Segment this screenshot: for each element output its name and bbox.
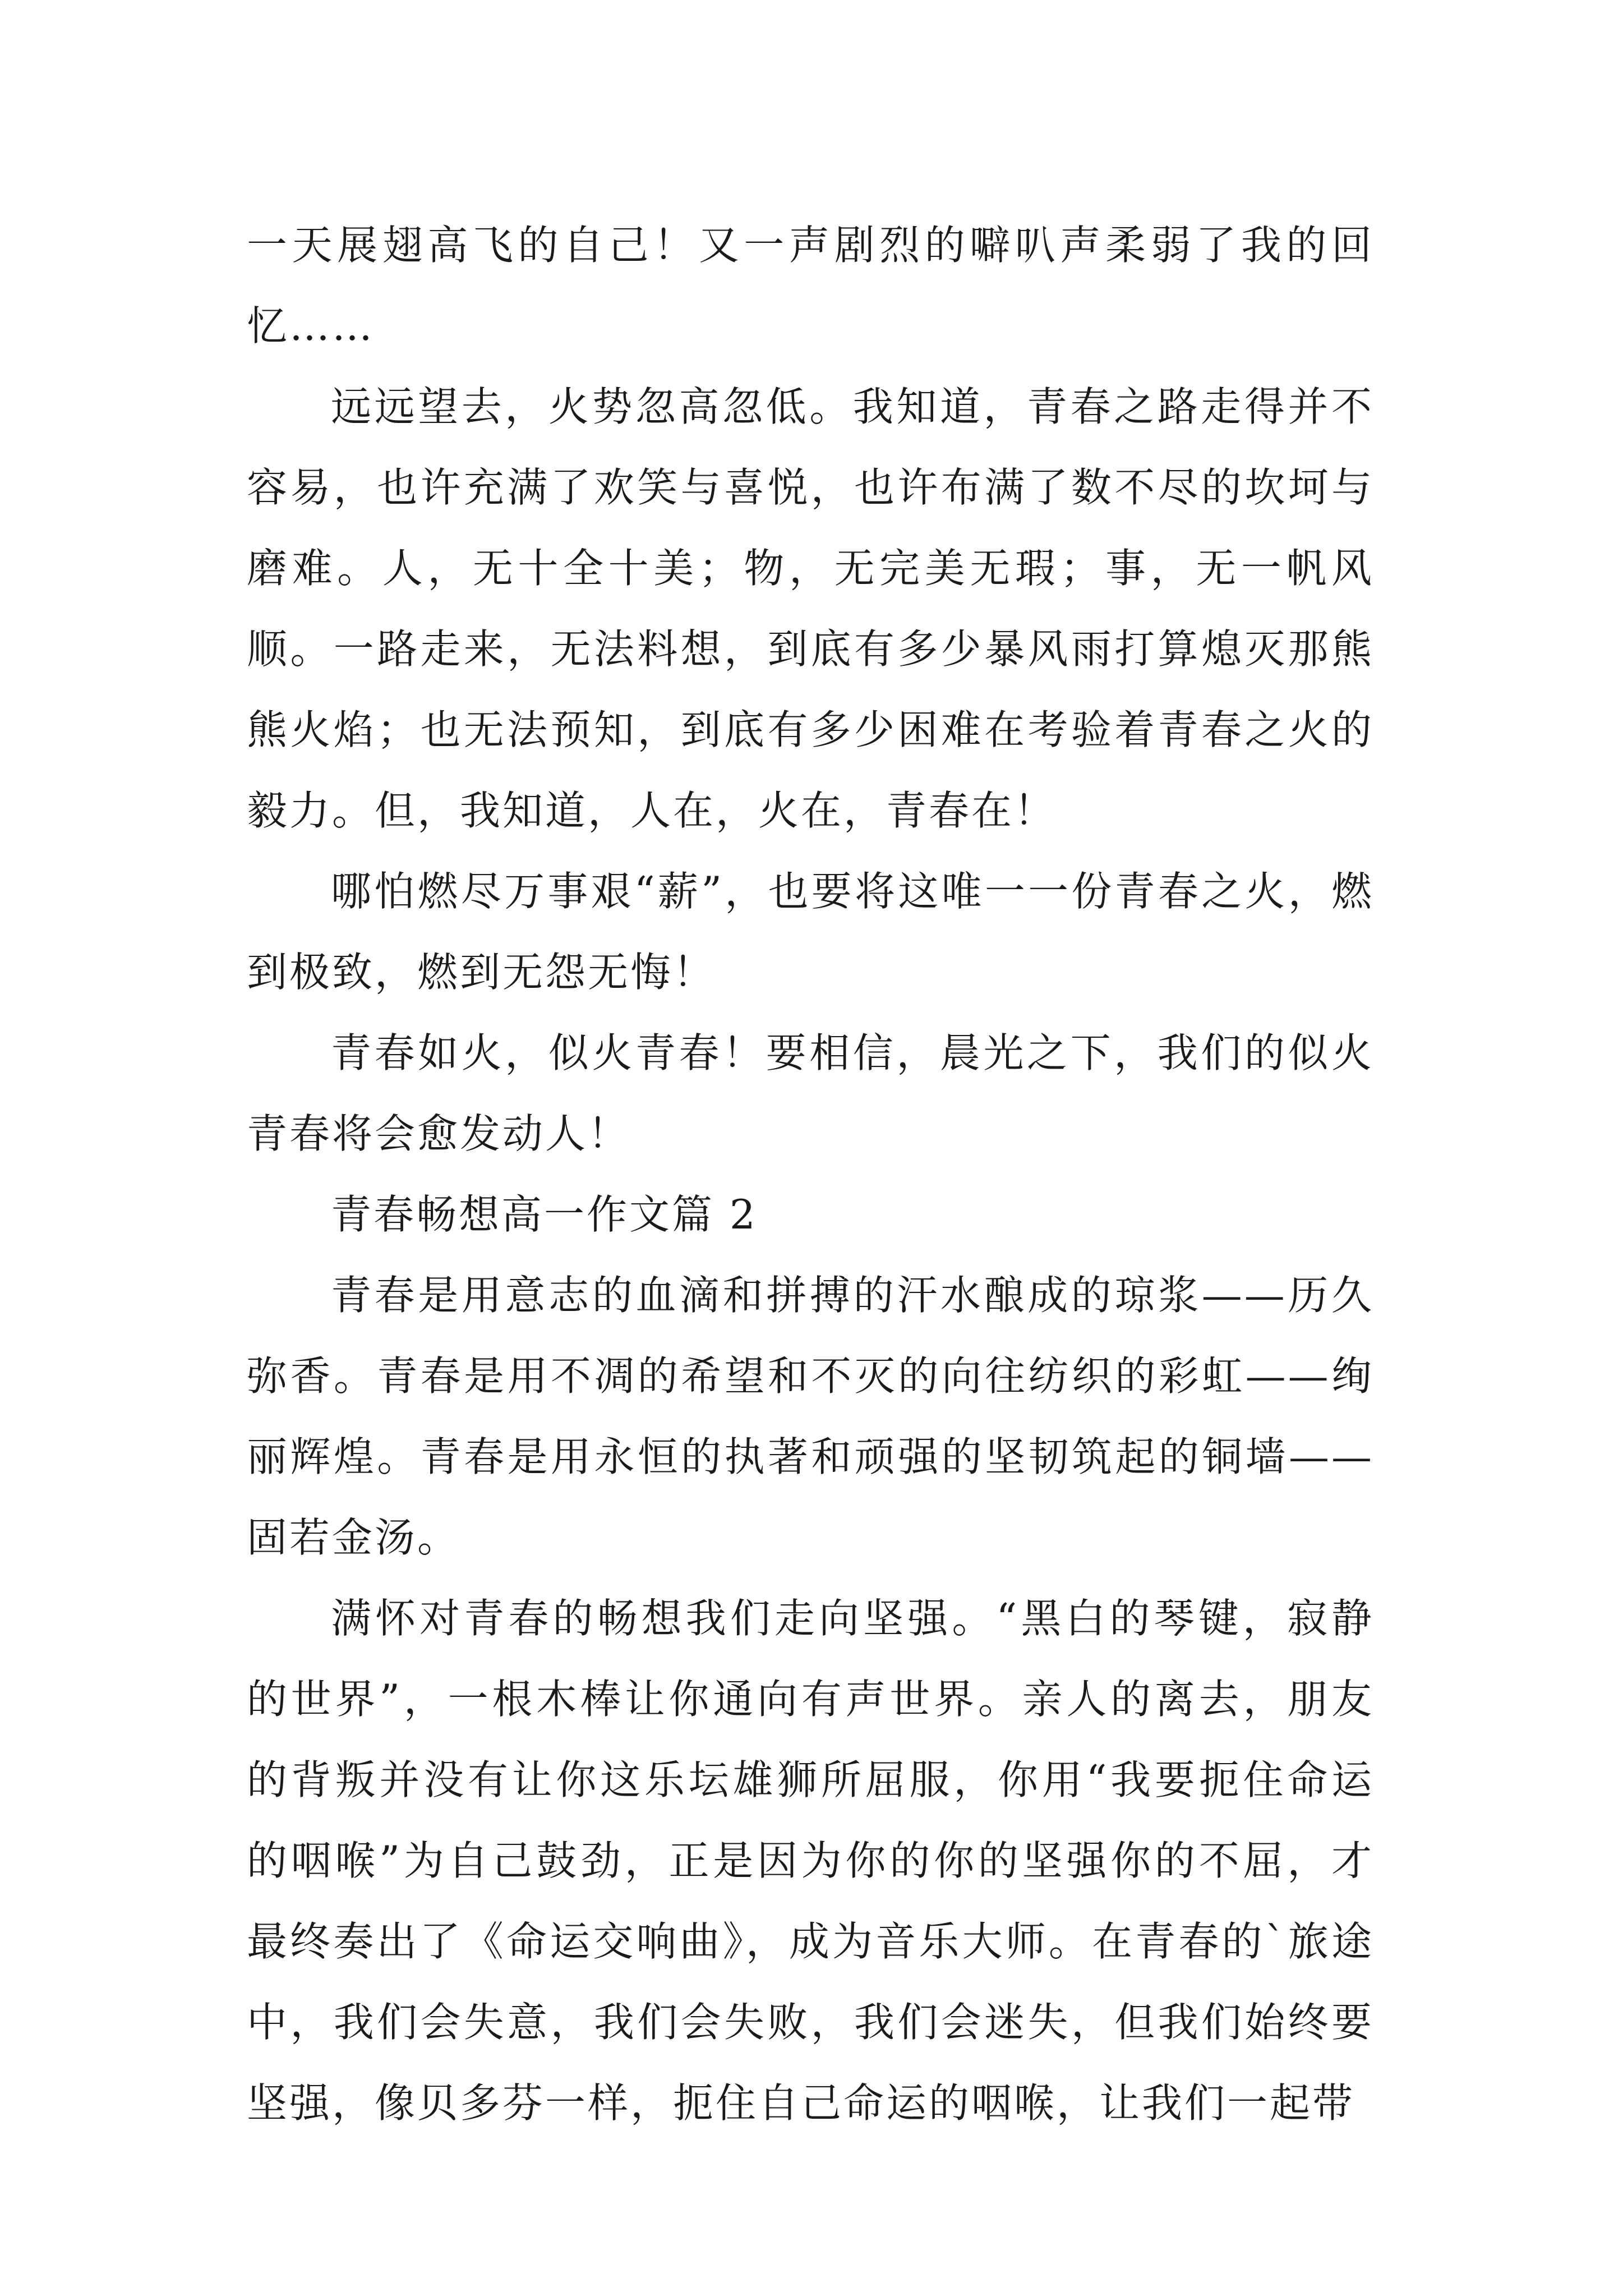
- paragraph: 哪怕燃尽万事艰“薪”，也要将这唯一一份青春之火，燃到极致，燃到无怨无悔！: [247, 868, 1374, 996]
- paragraph: 远远望去，火势忽高忽低。我知道，青春之路走得并不容易，也许充满了欢笑与喜悦，也许布满了数不尽的坎坷与磨难。人，无十全十美；物，无完美无瑕；事，无一帆风顺。一路走来，无法料想，到底有多少暴风雨打算熄灭那熊熊火焰；也无法预知，到底有多少困难在考验着青春之火的毅力。但，我知道，人在，火在，青春在！: [247, 383, 1374, 834]
- document-body: [247, 205, 1374, 2143]
- paragraph: 青春是用意志的血滴和拼搏的汗水酿成的琼浆——历久弥香。青春是用不凋的希望和不灭的向往纺织的彩虹——绚丽辉煌。青春是用永恒的执著和顽强的坚韧筑起的铜墙——固若金汤。: [247, 1272, 1374, 1561]
- paragraph: 一天展翅高飞的自己！又一声剧烈的噼叭声柔弱了我的回忆……: [247, 222, 1374, 349]
- paragraph: 青春如火，似火青春！要相信，晨光之下，我们的似火青春将会愈发动人！: [247, 1029, 1374, 1157]
- paragraph: 满怀对青春的畅想我们走向坚强。“黑白的琴键，寂静的世界”，一根木棒让你通向有声世界。亲人的离去，朋友的背叛并没有让你这乐坛雄狮所屈服，你用“我要扼住命运的咽喉”为自己鼓劲，正是因为你的你的坚强你的不屈，才最终奏出了《命运交响曲》，成为音乐大师。在青春的`旅途中，我们会失意，我们会失败，我们会迷失，但我们始终要坚强，像贝多芬一样，扼住自己命运的咽喉，让我们一起带: [247, 1595, 1374, 2127]
- section-heading: 青春畅想高一作文篇 2: [331, 1191, 758, 1238]
